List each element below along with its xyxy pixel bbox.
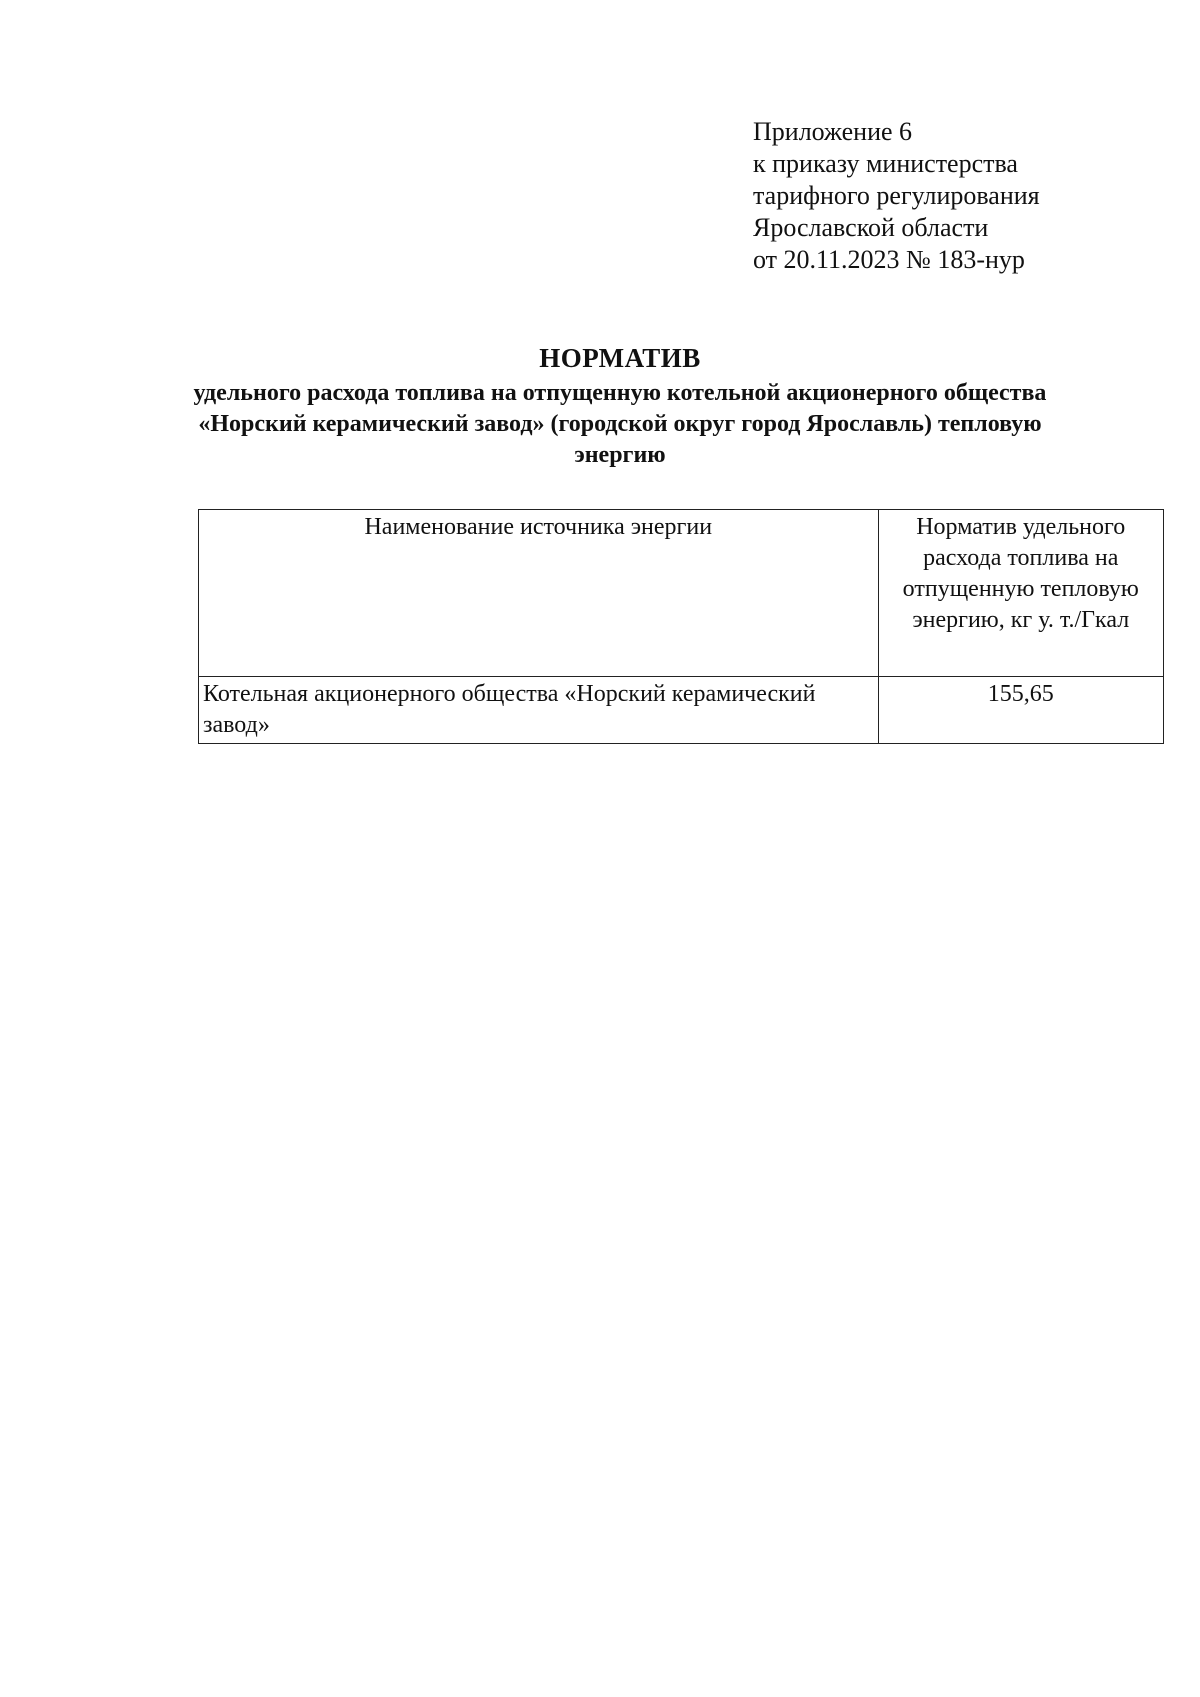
appendix-line: к приказу министерства <box>753 149 1018 178</box>
header-source-name: Наименование источника энергии <box>199 510 879 677</box>
appendix-line: тарифного регулирования <box>753 181 1040 210</box>
appendix-line: от 20.11.2023 № 183-нур <box>753 245 1025 274</box>
title-main: НОРМАТИВ <box>539 343 701 373</box>
document-title <box>180 340 1060 471</box>
appendix-line: Ярославской области <box>753 213 989 242</box>
appendix-line: Приложение 6 <box>753 117 913 146</box>
table-header-row <box>199 510 1164 677</box>
cell-norm-value: 155,65 <box>878 677 1163 744</box>
table-row <box>199 677 1164 744</box>
cell-source-name: Котельная акционерного общества «Норский керамический завод» <box>199 677 879 744</box>
norm-table <box>198 509 1164 744</box>
title-subtitle: удельного расхода топлива на отпущенную котельной акционерного общества «Норский керамический завод» (городской округ город Ярославль) тепловую энергию <box>193 380 1047 468</box>
header-norm-value: Норматив удельного расхода топлива на отпущенную тепловую энергию, кг у. т./Гкал <box>878 510 1163 677</box>
appendix-reference <box>753 116 1040 276</box>
